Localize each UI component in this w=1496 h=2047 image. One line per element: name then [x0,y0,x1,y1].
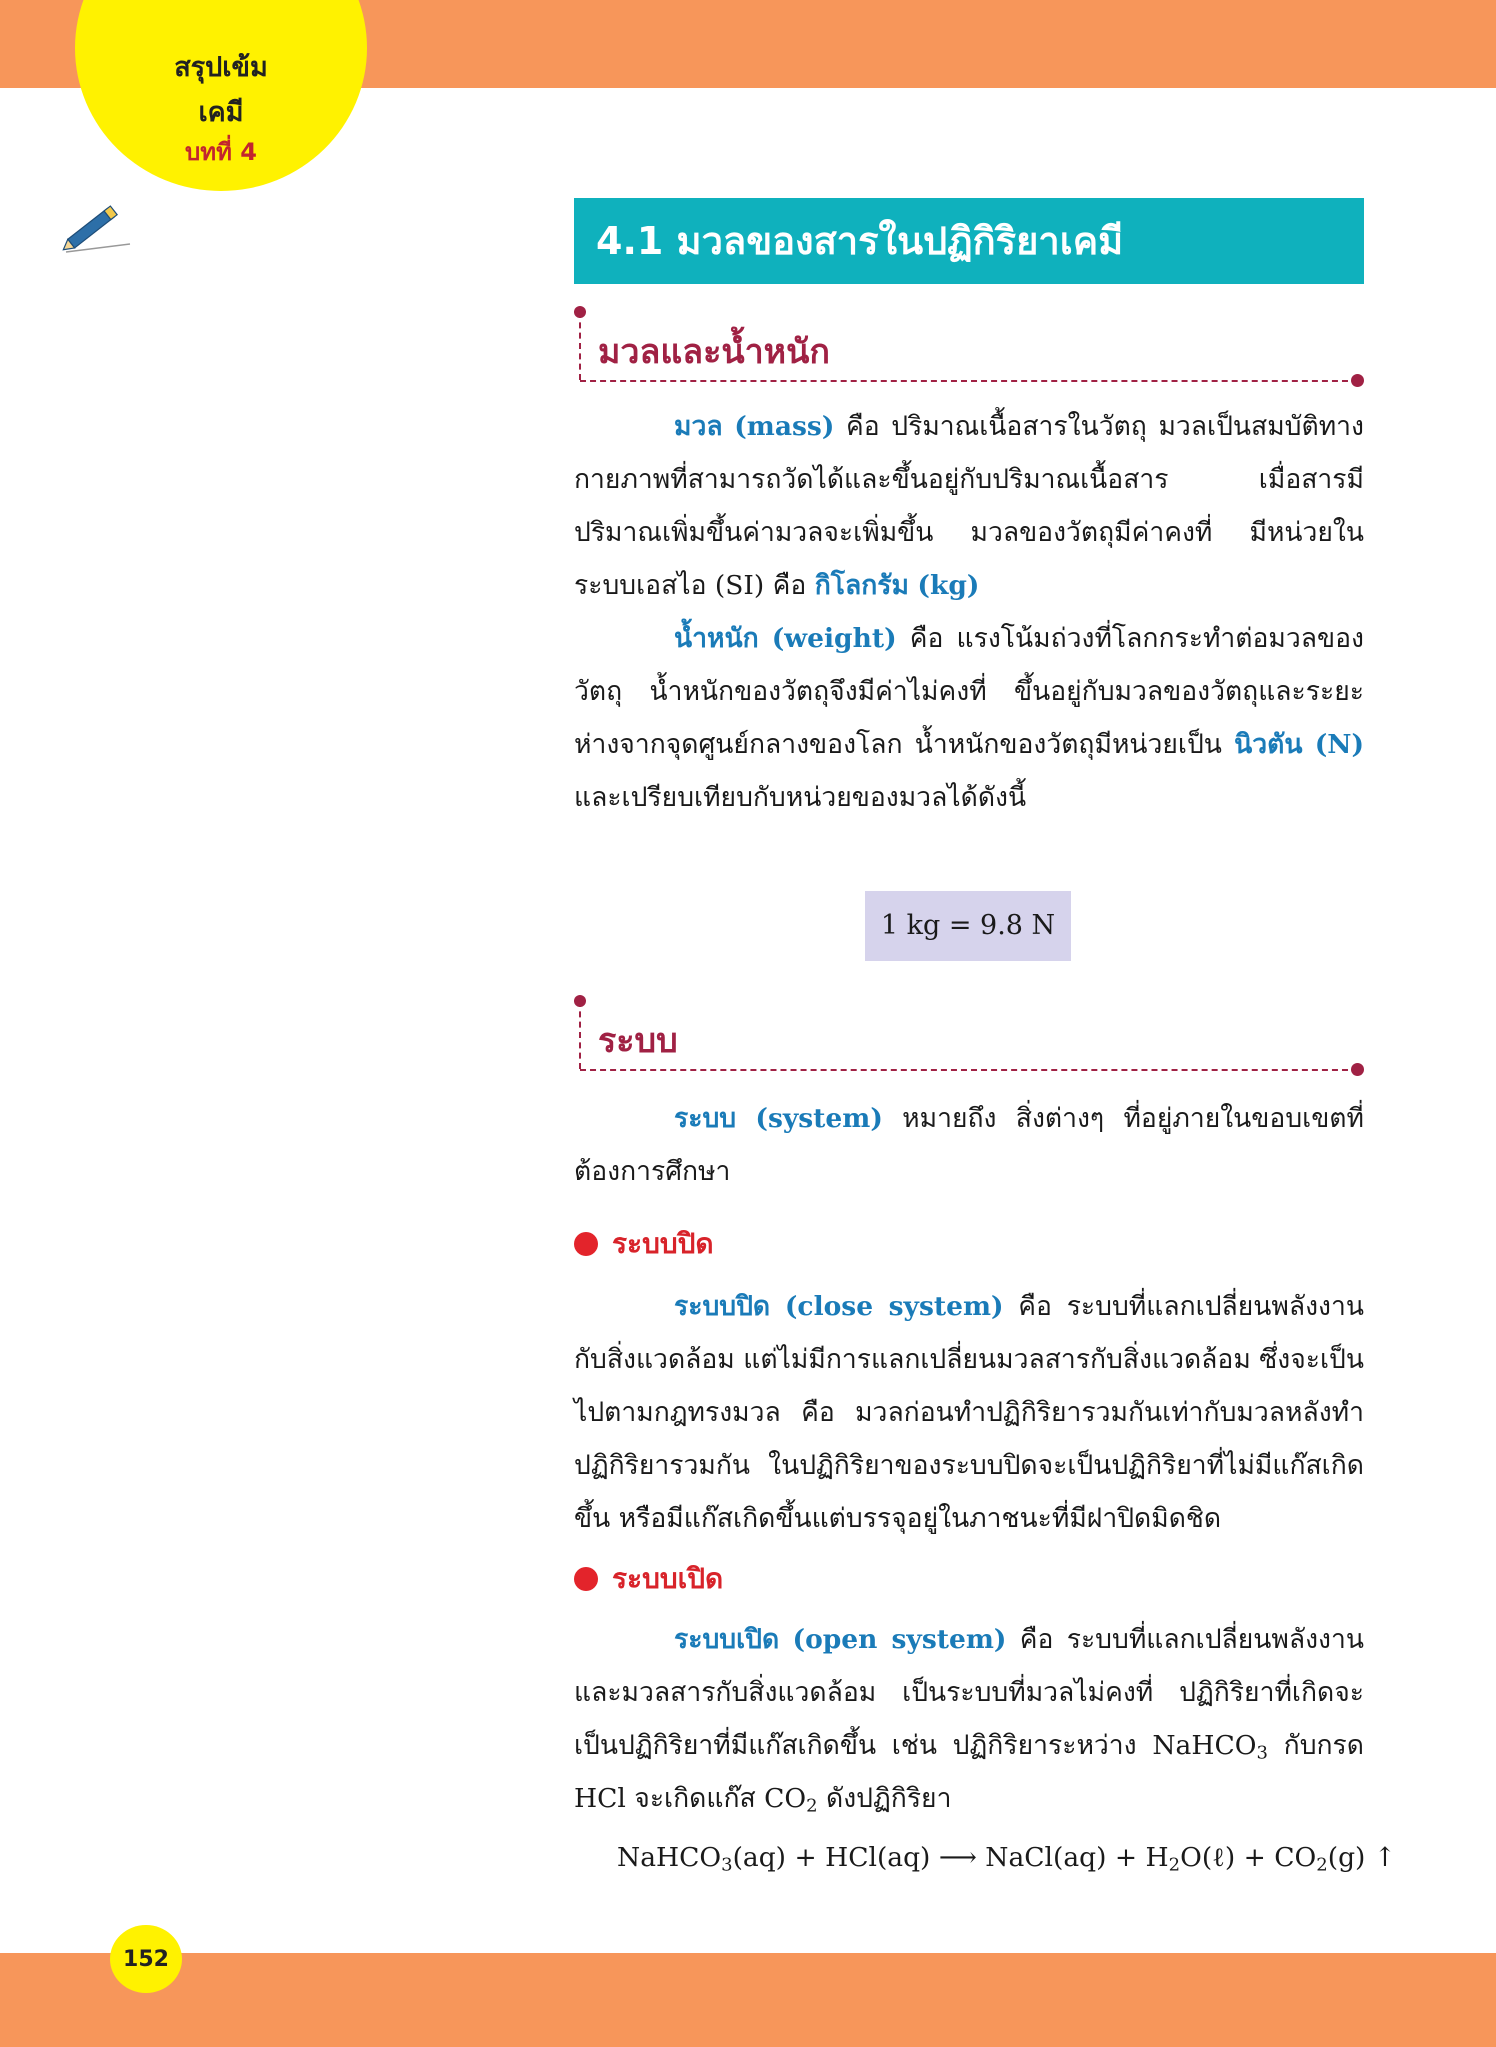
term-weight-en: (weight) [771,623,897,654]
term-system-en: (system) [755,1103,883,1134]
bullet-closed-system [574,1222,714,1266]
eq-subscript: 2 [1316,1854,1328,1876]
term-mass: มวล [674,411,723,442]
heading-underline [580,1069,1358,1071]
eq-subscript: 3 [721,1854,733,1876]
heading-end-dot [1351,1063,1364,1076]
open-system-body [574,1613,1364,1825]
gas-arrow-icon: ↑ [1365,1842,1397,1873]
eq-product-2: H [1145,1842,1169,1873]
open-system-text-2: กับกรด [1267,1730,1365,1761]
bullet-open-system [574,1557,723,1601]
open-system-text-3: จะเกิดแก๊ส [625,1783,765,1814]
badge-line-1: สรุปเข้ม [174,52,268,83]
bullet-dot [574,1567,598,1591]
closed-system-body [574,1280,1364,1545]
term-closed-system-en: (close system) [784,1291,1004,1322]
term-closed-system: ระบบปิด [674,1291,771,1322]
eq-plus: + [1235,1842,1275,1873]
system-text: หมายถึง สิ่งต่างๆ ที่อยู่ภายในขอบเขตที่ต้องการศึกษา [574,1103,1364,1187]
formula-box: 1 kg = 9.8 N [865,891,1071,961]
term-open-system: ระบบเปิด [674,1624,780,1655]
term-kilogram: กิโลกรัม [814,570,909,601]
heading-underline [580,380,1358,382]
closed-system-paragraph [574,1280,1364,1545]
chapter-badge [75,0,367,191]
badge-chapter-number: บทที่ 4 [185,138,257,166]
closed-system-text: คือ ระบบที่แลกเปลี่ยนพลังงานกับสิ่งแวดล้อม แต่ไม่มีการแลกเปลี่ยนมวลสารกับสิ่งแวดล้อม ซึ่งจะเป็นไปตามกฎทรงมวล คือ มวลก่อนทำปฏิกิริยารวมกันเท่ากับมวลหลังทำปฏิกิริยารวมกัน ในปฏิกิริยาของระบบปิดจะเป็นปฏิกิริยาที่ไม่มีแก๊สเกิดขึ้น หรือมีแก๊สเกิดขึ้นแต่บรรจุอยู่ในภาชนะที่มีฝาปิดมิดชิด [574,1291,1364,1534]
eq-reactant-2: HCl(aq) [825,1842,931,1873]
section-title: 4.1 มวลของสารในปฏิกิริยาเคมี [574,198,1364,284]
bullet-label: ระบบเปิด [612,1562,724,1595]
chemical-equation [617,1842,1397,1876]
chem-hcl: HCl [574,1783,626,1814]
mass-text: คือ ปริมาณเนื้อสารในวัตถุ มวลเป็นสมบัติทางกายภาพที่สามารถวัดได้และขึ้นอยู่กับปริมาณเนื้อสาร เมื่อสารมีปริมาณเพิ่มขึ้นค่ามวลจะเพิ่มขึ้น มวลของวัตถุมีค่าคงที่ มีหน่วยในระบบเอสไอ (SI) คือ [574,411,1364,601]
mass-paragraph [574,400,1364,612]
chem-subscript: 3 [1256,1742,1268,1764]
eq-state: (aq) [732,1842,787,1873]
open-system-text-4: ดังปฏิกิริยา [817,1783,952,1814]
term-newton: นิวตัน [1234,729,1303,760]
eq-plus: + [1106,1842,1146,1873]
eq-plus: + [786,1842,826,1873]
subheading-label: มวลและน้ำหนัก [598,332,830,372]
open-system-text: คือ ระบบที่แลกเปลี่ยนพลังงานและมวลสารกับสิ่งแวดล้อม เป็นระบบที่มวลไม่คงที่ ปฏิกิริยาที่เกิดจะเป็นปฏิกิริยาที่มีแก๊สเกิดขึ้น เช่น ปฏิกิริยาระหว่าง [574,1624,1364,1761]
subheading-label: ระบบ [598,1021,678,1061]
mass-weight-body [574,400,1364,824]
eq-arrow: ⟶ [930,1842,986,1873]
subheading-mass-weight [574,312,1364,392]
weight-paragraph [574,612,1364,824]
bottom-color-band [0,1953,1496,2047]
eq-product-1: NaCl(aq) [985,1842,1107,1873]
term-kilogram-en: (kg) [917,570,980,601]
eq-reactant-1: NaHCO [617,1842,722,1873]
term-weight: น้ำหนัก [674,623,759,654]
chem-subscript: 2 [806,1795,818,1817]
system-definition [574,1092,1364,1198]
term-mass-en: (mass) [734,411,835,442]
eq-state: (g) [1327,1842,1366,1873]
heading-vertical-line [579,1001,581,1069]
system-paragraph [574,1092,1364,1198]
term-system: ระบบ [674,1103,737,1134]
chem-co2: CO [764,1783,807,1814]
eq-product-3: CO [1274,1842,1317,1873]
weight-text-end: และเปรียบเทียบกับหน่วยของมวลได้ดังนี้ [574,782,1027,813]
heading-end-dot [1351,374,1364,387]
badge-line-2: เคมี [198,97,244,128]
open-system-paragraph [574,1613,1364,1825]
eq-subscript: 2 [1168,1854,1181,1876]
chem-sodium-bicarbonate: NaHCO [1152,1730,1257,1761]
term-newton-en: (N) [1314,729,1364,760]
bullet-label: ระบบปิด [612,1227,714,1260]
bullet-dot [574,1232,598,1256]
subheading-system [574,1001,1364,1081]
eq-state: O(ℓ) [1180,1842,1236,1873]
term-open-system-en: (open system) [792,1624,1007,1655]
weight-text: คือ แรงโน้มถ่วงที่โลกกระทำต่อมวลของวัตถุ น้ำหนักของวัตถุจึงมีค่าไม่คงที่ ขึ้นอยู่กับมวลของวัตถุและระยะห่างจากจุดศูนย์กลางของโลก น้ำหนักของวัตถุมีหน่วยเป็น [574,623,1364,760]
page-number: 152 [110,1925,182,1993]
pencil-icon [56,198,132,258]
heading-vertical-line [579,312,581,380]
